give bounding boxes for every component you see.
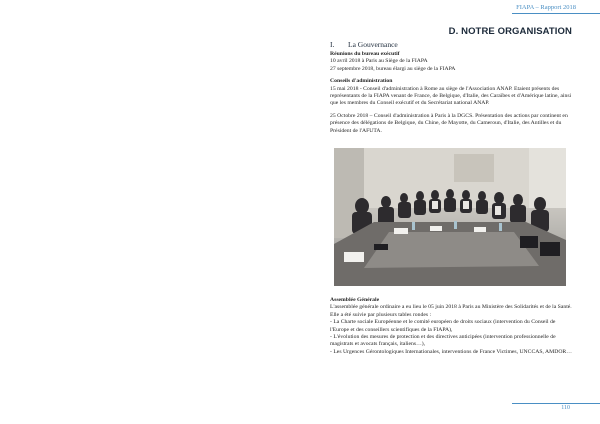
assemblee-intro: L'assemblée générale ordinaire a eu lieu le 05 juin 2018 à Paris au Ministère des Solidarités et de la Santé. Elle a été suivie par plusieurs tables rondes : [330,304,572,318]
bureau-heading: Réunions du bureau exécutif [330,51,400,57]
conseil-paragraph: 25 Octobre 2018 – Conseil d'administration à Paris à la DGCS. Présentation des actions par continent en présence des délégations de Belgique, du Chine, de Mayotte, du Cameroun, d'Italie, des Antilles et du Président de l'AFUTA. [330,112,568,134]
page-number: 110 [561,405,570,411]
conseil-paragraph: 15 mai 2018 - Conseil d'administration à Rome au siège de l'Association ANAP. Etaient présents des représentants de la FIAPA venant de France, de Belgique, d'Italie, des Caraïbes et d'Amérique latine, ainsi que les membres du Conseil exécutif et du Secrétariat national ANAP. [330,85,572,107]
assemblee-heading: Assemblée Générale [330,297,380,303]
subsection-label: La Gouvernance [348,40,398,49]
meeting-photo-illustration [334,148,566,286]
assemblee-item: - L'évolution des mesures de protection et des directives anticipées (intervention professionnelle de magistrats et avocats français, italiens…), [330,334,556,348]
subsection-title [330,40,398,49]
assemblee-item: - La Charte sociale Européenne et le comité européen de droits sociaux (intervention du Conseil de l'Europe et des conseillers scientifiques de la FIAPA), [330,319,556,333]
assemblee-item: - Les Urgences Gérontologiques Internationales, interventions de France Victimes, UNCCAS, AMDOR… [330,348,572,355]
bureau-line: 10 avril 2018 à Paris au Siège de la FIAPA [330,58,428,65]
assemblee-text-block [330,297,572,356]
meeting-photo [334,148,566,286]
footer-rule [512,403,600,404]
header-rule [512,13,600,14]
subsection-number: I. [330,40,335,49]
page-header: FIAPA – Rapport 2018 [516,4,576,11]
governance-text-block [330,51,572,135]
bureau-line: 27 septembre 2018, bureau élargi au siège de la FIAPA [330,65,456,72]
section-title: D. NOTRE ORGANISATION [448,26,572,37]
conseil-heading: Conseils d'administration [330,78,393,85]
